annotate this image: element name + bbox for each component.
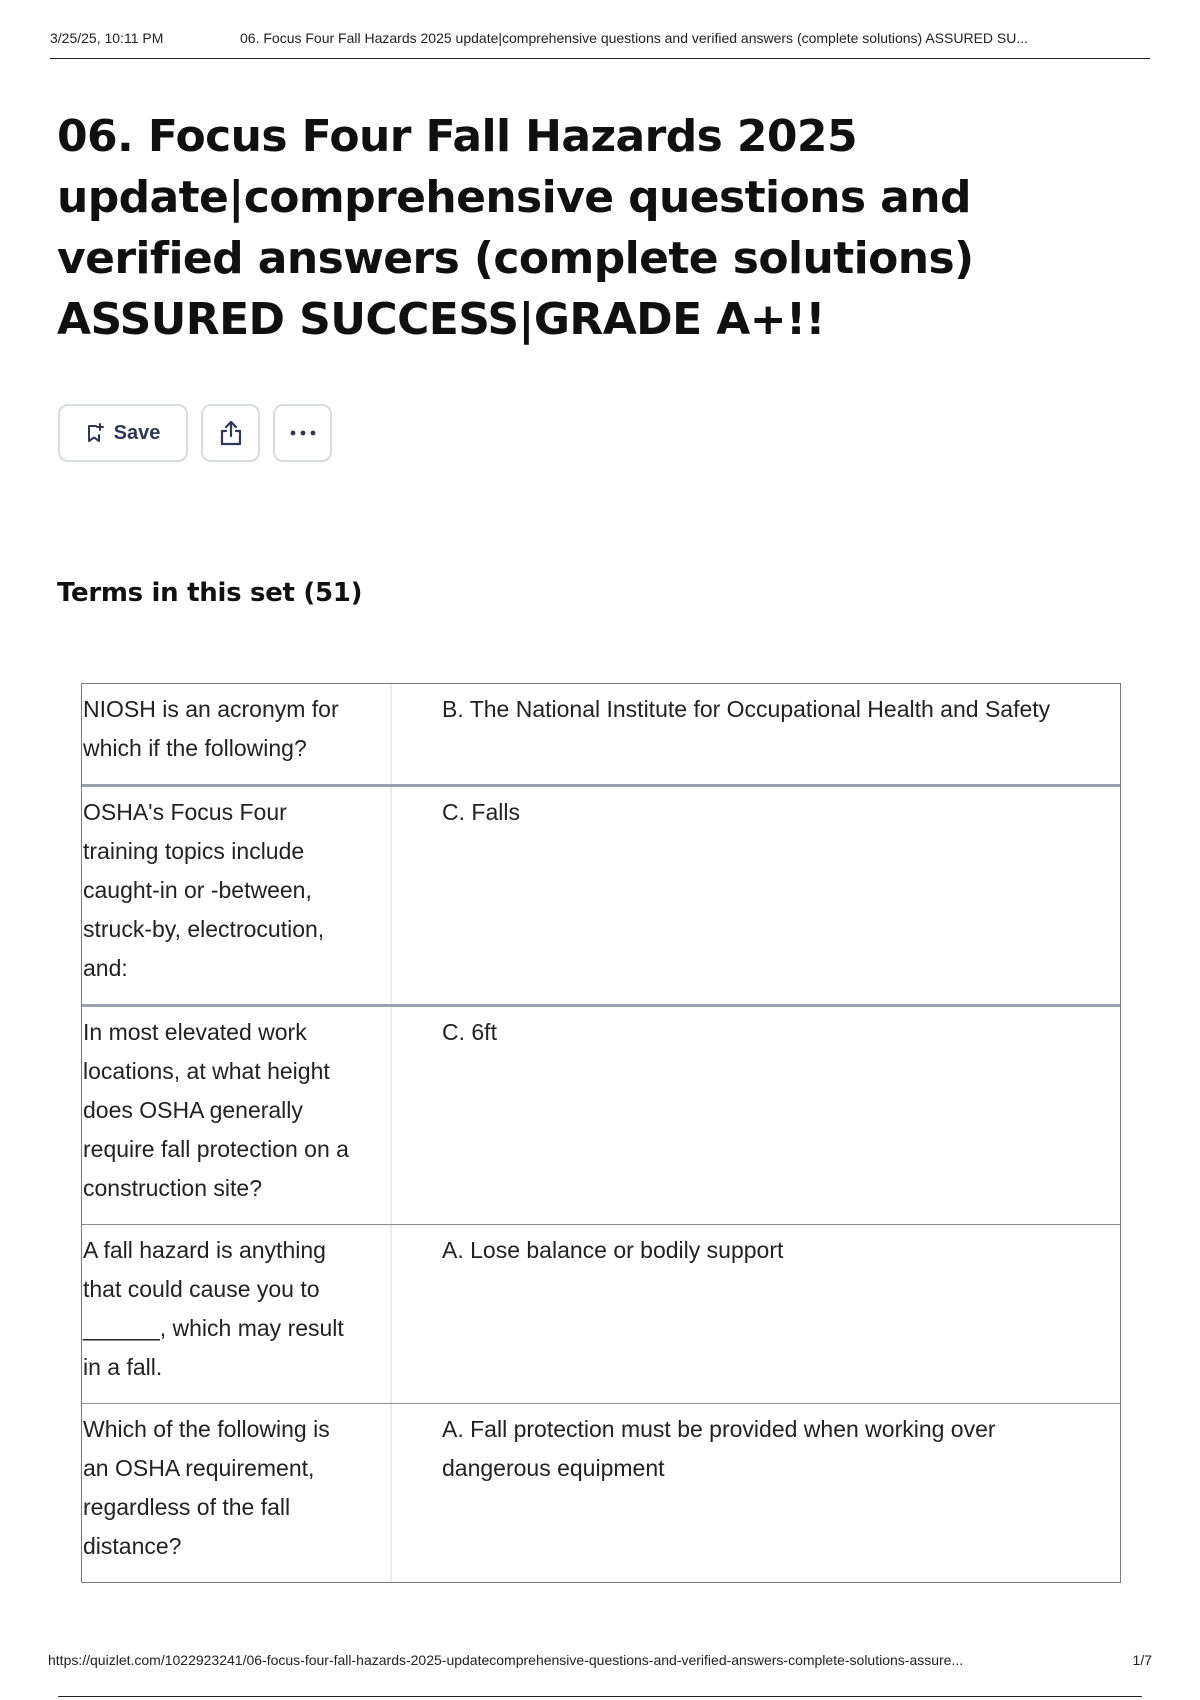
term-row — [82, 684, 1120, 784]
page-indicator: 1/7 — [1132, 1652, 1152, 1668]
terms-table — [81, 683, 1121, 1583]
share-icon — [218, 419, 244, 447]
term-row — [82, 1224, 1120, 1403]
term-text: A fall hazard is anything that could cause you to ______, which may result in a fall. — [82, 1225, 392, 1403]
definition-text: C. Falls — [442, 799, 520, 825]
terms-heading: Terms in this set (51) — [57, 578, 363, 608]
term-row — [82, 1403, 1120, 1582]
definition-text: A. Lose balance or bodily support — [442, 1237, 784, 1263]
term-text: In most elevated work locations, at what height does OSHA generally require fall protection on a construction site? — [82, 1007, 392, 1224]
term-text: NIOSH is an acronym for which if the following? — [82, 684, 392, 784]
more-icon — [289, 429, 317, 437]
print-doc-title: 06. Focus Four Fall Hazards 2025 update|comprehensive questions and verified answers (complete solutions) ASSURED SU... — [240, 30, 1029, 46]
term-row — [82, 1004, 1120, 1224]
term-text: Which of the following is an OSHA requirement, regardless of the fall distance? — [82, 1404, 392, 1582]
definition-text: B. The National Institute for Occupational Health and Safety — [442, 696, 1051, 722]
print-footer — [48, 1652, 1152, 1668]
more-options-button[interactable] — [273, 404, 332, 462]
footer-divider — [58, 1696, 1142, 1697]
print-datetime: 3/25/25, 10:11 PM — [50, 30, 164, 46]
save-button[interactable] — [58, 404, 188, 462]
definition-text: A. Fall protection must be provided when working over dangerous equipment — [442, 1416, 996, 1481]
term-row — [82, 784, 1120, 1004]
set-actions-toolbar — [58, 404, 332, 462]
bookmark-plus-icon — [86, 423, 104, 443]
term-text: OSHA's Focus Four training topics include caught-in or -between, struck-by, electrocution, and: — [82, 787, 392, 1004]
share-button[interactable] — [201, 404, 260, 462]
page-title: 06. Focus Four Fall Hazards 2025 update|comprehensive questions and verified answers (complete solutions) ASSURED SUCCESS|GRADE A+!! — [57, 111, 974, 345]
print-url: https://quizlet.com/1022923241/06-focus-four-fall-hazards-2025-updatecomprehensive-questions-and-verified-answers-complete-solutions-assure... — [48, 1652, 964, 1668]
print-header — [50, 30, 1150, 59]
save-button-label: Save — [113, 421, 161, 444]
definition-text: C. 6ft — [442, 1019, 497, 1045]
